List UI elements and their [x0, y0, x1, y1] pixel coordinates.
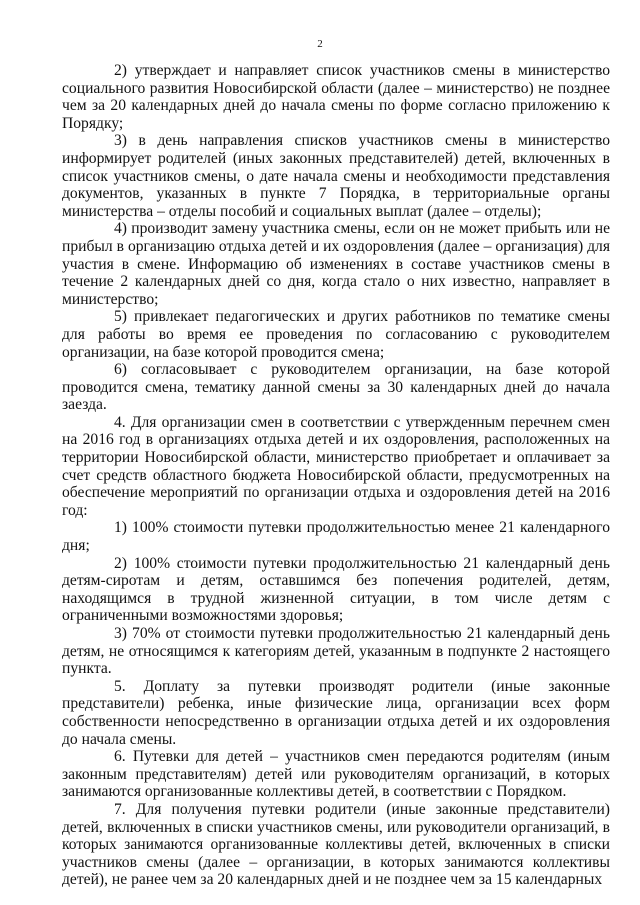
document-body: [62, 62, 610, 889]
paragraph-subitem-3: 3) 70% от стоимости путевки продолжительностью 21 календарный день детям, не относящимся к категориям детей, указанным в подпункте 2 настоящего пункта.: [62, 625, 610, 678]
paragraph-item-6: 6) согласовывает с руководителем организации, на базе которой проводится смена, тематику данной смены за 30 календарных дней до начала заезда.: [62, 361, 610, 414]
paragraph-clause-4: 4. Для организации смен в соответствии с утвержденным перечнем смен на 2016 год в организациях отдыха детей и их оздоровления, расположенных на территории Новосибирской области, министерство приобретает и оплачивает за счет средств областного бюджета Новосибирской области, предусмотренных на обеспечение мероприятий по организации отдыха и оздоровления детей на 2016 год:: [62, 413, 610, 519]
paragraph-clause-6: 6. Путевки для детей – участников смен передаются родителям (иным законным представителям) детей или руководителям организаций, в которых занимаются организованные коллективы детей, в соответствии с Порядком.: [62, 748, 610, 801]
paragraph-item-2: 2) утверждает и направляет список участников смены в министерство социального развития Новосибирской области (далее – министерство) не позднее чем за 20 календарных дней до начала смены по форме согласно приложению к Порядку;: [62, 62, 610, 132]
paragraph-item-4: 4) производит замену участника смены, если он не может прибыть или не прибыл в организацию отдыха детей и их оздоровления (далее – организация) для участия в смене. Информацию об изменениях в составе участников смены в течение 2 календарных дней со дня, когда стало о них известно, направляет в министерство;: [62, 220, 610, 308]
paragraph-subitem-2: 2) 100% стоимости путевки продолжительностью 21 календарный день детям-сиротам и детям, оставшимся без попечения родителей, детям, находящимся в трудной жизненной ситуации, в том числе детям с ограниченными возможностями здоровья;: [62, 554, 610, 625]
paragraph-clause-7: 7. Для получения путевки родители (иные законные представители) детей, включенных в списки участников смены, или руководители организаций, в которых занимаются организованные коллективы детей, включенных в списки участников смены (далее – организации, в которых занимаются коллективы детей), не ранее чем за 20 календарных дней и не позднее чем за 15 календарных: [62, 800, 610, 889]
page-number: 2: [317, 38, 323, 50]
paragraph-item-3: 3) в день направления списков участников смены в министерство информирует родителей (иных законных представителей) детей, включенных в список участников смены, о дате начала смены и необходимости представления документов, указанных в пункте 7 Порядка, в территориальные органы министерства – отделы пособий и социальных выплат (далее – отделы);: [62, 132, 610, 220]
paragraph-subitem-1: 1) 100% стоимости путевки продолжительностью менее 21 календарного дня;: [62, 519, 610, 555]
paragraph-clause-5: 5. Доплату за путевки производят родители (иные законные представители) ребенка, иные физические лица, организации всех форм собственности непосредственно в организации отдыха детей и их оздоровления до начала смены.: [62, 677, 610, 748]
paragraph-item-5: 5) привлекает педагогических и других работников по тематике смены для работы во время ее проведения по согласованию с руководителем организации, на базе которой проводится смена;: [62, 308, 610, 361]
